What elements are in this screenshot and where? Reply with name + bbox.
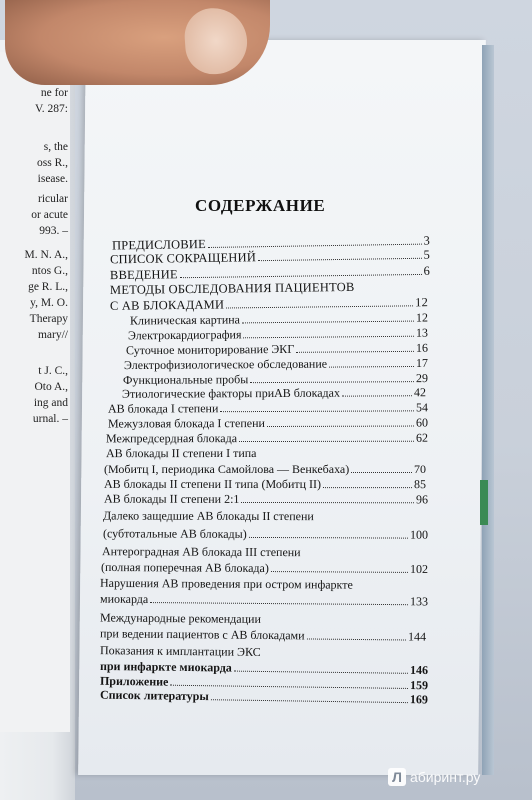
toc-entry xyxy=(108,400,428,416)
toc-entry-label: при инфаркте миокарда xyxy=(99,658,232,675)
toc-entry xyxy=(103,508,428,524)
left-page-line: V. 287: xyxy=(34,103,68,115)
left-page-line: oss R., xyxy=(37,157,68,169)
toc-entry xyxy=(103,526,428,542)
left-page-line: ing and xyxy=(33,397,68,409)
toc-entry-label: СПИСОК СОКРАЩЕНИЙ xyxy=(109,250,257,267)
toc-entry-label: Нарушения АВ проведения при остром инфаркте xyxy=(99,575,353,592)
left-page-line: Oto A., xyxy=(34,381,68,393)
toc-leader-dots xyxy=(296,351,414,353)
toc-leader-dots xyxy=(226,305,413,308)
watermark xyxy=(388,768,480,786)
toc-entry-label: ПРЕДИСЛОВИЕ xyxy=(111,237,207,253)
left-page-fragment xyxy=(0,52,70,732)
toc-page-number: 6 xyxy=(423,263,431,278)
toc-entry-label: Международные рекомендации xyxy=(99,610,261,626)
toc-page-number: 17 xyxy=(415,355,429,370)
toc-entry-label: Этиологические факторы приАВ блокадах xyxy=(121,385,341,401)
toc-page-number: 12 xyxy=(414,295,429,310)
left-page-line: isease. xyxy=(37,173,68,185)
toc-leader-dots xyxy=(211,699,408,703)
toc-leader-dots xyxy=(249,537,408,539)
toc-leader-dots xyxy=(307,638,406,640)
toc-entry-label: (полная поперечная АВ блокада) xyxy=(100,559,269,576)
toc-page-number: 54 xyxy=(415,400,429,415)
toc-page-number: 169 xyxy=(409,692,429,707)
toc-leader-dots xyxy=(150,602,408,605)
toc-entry-label: (Мобитц I, периодика Самойлова — Венкебаха) xyxy=(104,462,350,476)
cover-edge-strip xyxy=(480,480,488,525)
toc-entry xyxy=(100,592,428,610)
toc-page-number: 62 xyxy=(415,430,429,445)
toc-entry xyxy=(104,477,426,492)
left-page-line: ge R. L., xyxy=(28,281,68,293)
watermark-text: абиринт.ру xyxy=(410,769,481,785)
toc-entry-label: Межпредсердная блокада xyxy=(105,431,238,446)
left-page-line: s, the xyxy=(43,141,68,153)
toc-entry xyxy=(106,431,428,447)
toc-page-number: 144 xyxy=(407,629,427,644)
left-page-line: y, M. O. xyxy=(30,297,68,309)
toc-entry-label: Показания к имплантации ЭКС xyxy=(99,643,261,659)
toc-entry-label: миокарда xyxy=(99,591,149,607)
toc-entry-label: АВ блокады II степени I типа xyxy=(105,446,257,461)
toc-entry-label: Список литературы xyxy=(99,687,209,704)
toc-leader-dots xyxy=(271,571,408,573)
toc-entry-label: АВ блокада I степени xyxy=(107,401,219,416)
toc-entry-label: МЕТОДЫ ОБСЛЕДОВАНИЯ ПАЦИЕНТОВ xyxy=(109,279,355,298)
page-title: СОДЕРЖАНИЕ xyxy=(195,196,326,215)
toc-entry-label: Далеко защедшие АВ блокады II степени xyxy=(102,508,314,524)
toc-leader-dots xyxy=(323,487,412,488)
toc-leader-dots xyxy=(241,502,414,503)
left-page-line: urnal. – xyxy=(32,413,68,425)
toc-page-number: 102 xyxy=(409,561,429,577)
toc-entry xyxy=(106,446,428,461)
toc-page-number: 3 xyxy=(423,233,431,248)
toc-entry xyxy=(108,415,428,431)
toc-entry xyxy=(100,576,428,593)
toc-entry-label: Клиническая картина xyxy=(129,312,241,328)
toc-entry-label: С АВ БЛОКАДАМИ xyxy=(109,297,225,313)
toc-entry xyxy=(101,560,428,577)
toc-entry-label: Суточное мониторирование ЭКГ xyxy=(125,341,295,358)
toc-page-number: 96 xyxy=(415,492,429,507)
toc-leader-dots xyxy=(243,336,414,339)
toc-page-number: 85 xyxy=(413,477,427,492)
toc-leader-dots xyxy=(220,410,414,412)
left-page-line: ne for xyxy=(40,87,68,99)
left-page-line: M. N. A., xyxy=(24,249,68,261)
toc-page-number: 133 xyxy=(409,594,429,609)
toc-leader-dots xyxy=(267,426,414,427)
toc-leader-dots xyxy=(180,274,422,278)
toc-leader-dots xyxy=(239,441,414,442)
toc-page-number: 16 xyxy=(415,340,429,355)
toc-entry-label: Антероградная АВ блокада III степени xyxy=(101,544,301,560)
toc-entry xyxy=(102,544,428,561)
toc-leader-dots xyxy=(250,381,414,383)
toc-entry-label: АВ блокады II степени II типа (Мобитц II) xyxy=(103,476,322,492)
left-page-line: 993. – xyxy=(39,225,68,237)
toc-entry-label: при ведении пациентов с АВ блокадами xyxy=(99,626,305,643)
toc-page-number: 5 xyxy=(423,247,431,262)
left-page-line: ricular xyxy=(37,193,68,205)
toc-entry-label: Приложение xyxy=(99,673,169,689)
toc-page-number: 60 xyxy=(415,415,429,430)
left-page-line: ntos G., xyxy=(31,265,68,277)
toc-leader-dots xyxy=(234,671,408,674)
toc-page-number: 159 xyxy=(409,677,429,693)
toc-entry-label: Электрофизиологическое обследование xyxy=(123,356,328,373)
left-page-line: t J. C., xyxy=(38,365,68,377)
left-page-line: or acute xyxy=(31,209,68,221)
toc-entry-label: ВВЕДЕНИЕ xyxy=(109,267,178,283)
toc-page-number: 13 xyxy=(415,325,429,340)
toc-entry-label: Электрокардиография xyxy=(127,327,242,343)
page-edge xyxy=(482,45,494,775)
toc-entry xyxy=(104,492,428,508)
toc-entry-label: Межузловая блокада I степени xyxy=(107,416,265,431)
toc-entry-label: АВ блокады II степени 2:1 xyxy=(103,491,240,506)
toc-page-number: 70 xyxy=(414,462,426,476)
toc-page-number: 29 xyxy=(415,371,429,386)
toc-leader-dots xyxy=(351,472,412,473)
toc-entry-label: (субтотальные АВ блокады) xyxy=(102,526,247,541)
toc-page-number: 12 xyxy=(415,310,429,325)
toc-entry-label: Функциональные пробы xyxy=(122,372,249,387)
toc-page-number: 146 xyxy=(409,662,429,678)
toc-entry xyxy=(122,385,426,402)
toc-leader-dots xyxy=(258,258,422,261)
labirint-logo-icon: Л xyxy=(388,768,406,786)
toc-entry xyxy=(104,462,426,477)
toc-page-number: 42 xyxy=(413,385,427,400)
toc-leader-dots xyxy=(242,321,414,324)
left-page-line: Therapy xyxy=(29,313,68,325)
toc-leader-dots xyxy=(329,366,414,368)
left-page-line: mary// xyxy=(37,329,68,341)
toc-page-number: 100 xyxy=(409,527,429,542)
toc-leader-dots xyxy=(342,395,412,396)
